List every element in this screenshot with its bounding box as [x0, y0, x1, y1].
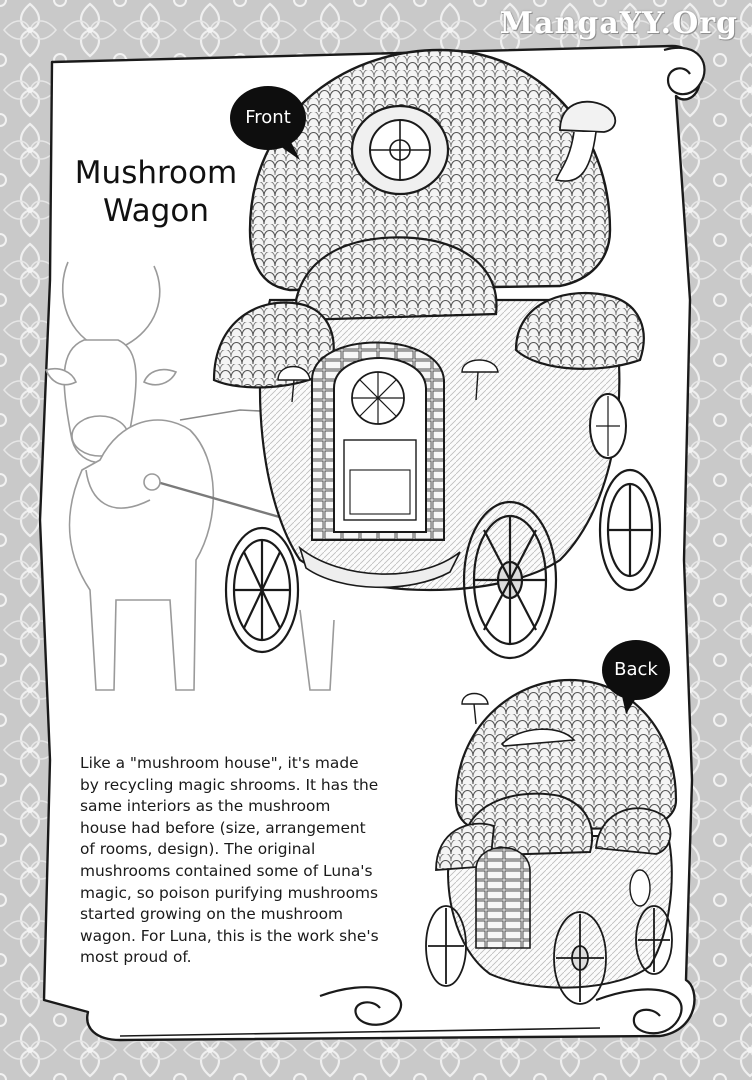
watermark: MangaYY.Org	[499, 6, 738, 41]
title-line-1: Mushroom	[74, 155, 238, 191]
description-text: Like a "mushroom house", it's made by recycling magic shrooms. It has the same interiors as the mushroom house had before (size, arrangement of rooms, design). The original mushrooms contained some of Luna's magic, so poison purifying mushrooms started growing on the mushroom wagon. For Luna, this is the work she's most proud of.	[80, 754, 379, 967]
page-title	[56, 154, 256, 230]
title-line-2: Wagon	[103, 193, 209, 229]
back-label: Back	[614, 659, 658, 680]
mushroom-wagon-back-icon	[426, 680, 676, 1004]
front-label: Front	[245, 107, 291, 128]
